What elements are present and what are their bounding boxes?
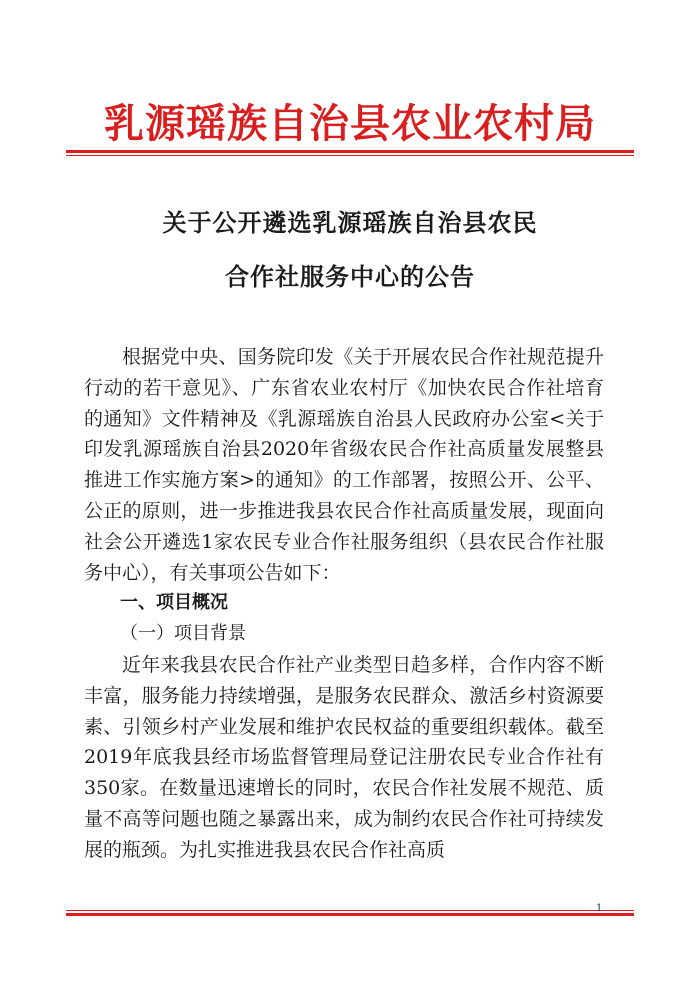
document-title-line2: 合作社服务中心的公告 (225, 262, 475, 291)
document-title-line1: 关于公开遴选乳源瑶族自治县农民 (162, 208, 538, 237)
background-paragraph: 近年来我县农民合作社产业类型日趋多样，合作内容不断丰富，服务能力持续增强，是服务农民群众、激活乡村资源要素、引领乡村产业发展和维护农民权益的重要组织载体。截至2019年底我县经市场监督管理局登记注册农民专业合作社有350家。在数量迅速增长的同时，农民合作社发展不规范、质量不高等问题也随之暴露出来，成为制约农民合作社可持续发展的瓶颈。为扎实推进我县农民合作社高质 (84, 653, 604, 861)
footer-rule-thin (66, 910, 634, 911)
intro-paragraph: 根据党中央、国务院印发《关于开展农民合作社规范提升行动的若干意见》、广东省农业农村厅《加快农民合作社培育的通知》文件精神及《乳源瑶族自治县人民政府办公室<关于印发乳源瑶族自治县2020年省级农民合作社高质量发展整县推进工作实施方案>的通知》的工作部署，按照公开、公平、公正的原则，进一步推进我县农民合作社高质量发展，现面向社会公开遴选1家农民专业合作社服务组织（县农民合作社服务中心），有关事项公告如下： (84, 346, 604, 584)
section-heading: 一、项目概况 (120, 592, 228, 614)
subsection-heading: （一）项目背景 (120, 623, 246, 645)
letterhead-title: 乳源瑶族自治县农业农村局 (104, 101, 596, 147)
letterhead-rule-thin (66, 155, 634, 156)
page-number: 1 (596, 903, 603, 914)
footer-rule-thick (66, 913, 634, 916)
letterhead-rule-thick (66, 150, 634, 153)
document-body (84, 342, 604, 866)
